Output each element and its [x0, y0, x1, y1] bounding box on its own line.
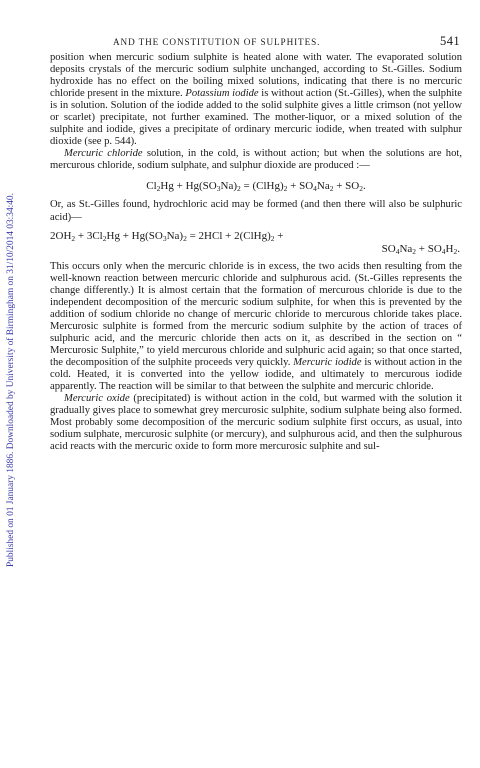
paragraph-2 [50, 148, 462, 172]
paragraph-5-text: (precipitated) is without action in the cold, but warmed with the solution it gradually gives place to somewhat grey mercurosic sulphite, sodium sulphate being also formed. Most probably some decomposition of the mercuric sodium sulphite first occurs, as usual, into sodium sulphate, mercurosic sulphite (or mercury), and sulphurous acid, and then the sulphurous acid reacts with the mercuric oxide to form more mercurosic sulphite and sul- [50, 393, 462, 453]
paragraph-2-text: solution, in the cold, is without action; but when the solutions are hot, mercurous chloride, sodium sulphate, and sulphur dioxide are produced :— [50, 148, 462, 172]
running-title: AND THE CONSTITUTION OF SULPHITES. [113, 37, 321, 47]
download-watermark [5, 60, 17, 700]
italic-mercuric-chloride: Mercuric chloride [64, 148, 143, 160]
paragraph-3: Or, as St.-Gilles found, hydrochloric acid may be formed (and then there will also be sulphuric acid)— [50, 199, 462, 223]
page-number: 541 [440, 34, 460, 48]
equation-2-line-2: $SO_4Na_2 + SO_4H_2$. [381, 242, 460, 256]
body-text [50, 52, 462, 453]
paragraph-4-text: This occurs only when the mercuric chloride is in excess, the two acids then resulting from the well-known reaction between mercuric chloride and sulphurous acid. (St.-Gilles represents the change differently.) It is almost certain that the formation of mercurous chloride is due to the independent decomposition of the mercuric sodium sulphite, for when this is prevented by the addition of sodium chloride no change of mercuric chloride to mercurous chloride takes place. Mercurosic sulphite is formed from the mercuric sodium sulphite by the action of traces of sulphuric acid, and the mercuric chloride then acts on it, as described in the section on “ Mercurosic Sulphite,” to yield mercurous chloride and sulphuric acid again; so that once started, the decomposition of the sulphite proceeds very quickly. [50, 260, 462, 368]
italic-potassium-iodide: Potassium iodide [185, 88, 259, 100]
italic-mercuric-oxide: Mercuric oxide [64, 393, 130, 405]
paragraph-5 [50, 393, 462, 453]
page-header [50, 34, 462, 52]
paragraph-4 [50, 261, 462, 394]
equation-2-line-1: $2OH_2 + 3Cl_2Hg + Hg(SO_3Na)_2 = 2HCl$ + $2(ClHg)_2$ + [50, 229, 284, 243]
paragraph-1-text-c: is without action (St.-Gilles), when the sulphite is in solution. Solution of the iodide added to the solid sulphite gives a little crimson (not yellow or scarlet) precipitate, not further examined. The mother-liquor, or a mixed solution of the sulphite and iodide, gives a precipitate of ordinary mercuric iodide, when treated with sulphur dioxide (see p. 544). [50, 88, 462, 148]
paragraph-1-text-a: position when mercuric sodium sulphite is heated alone with water. The evaporated solution deposits crystals of the mercuric sodium sulphite unchanged, according to St.-Gilles. Sodium hydroxide has no effect on the boiling mixed solutions, indicating that there is no mercuric chloride present in the mixture. [50, 52, 462, 100]
paragraph-4-text-b: is without action in the cold. Heated, it is converted into the yellow iodide, and ultimately to mercurous iodide apparently. The reaction will be similar to that between the sulphite and mercuric chloride. [50, 356, 463, 393]
equation-2 [50, 230, 462, 256]
download-watermark-text: Published on 01 January 1886. Downloaded by University of Birmingham on 31/10/2014 03:34:40. [6, 193, 16, 567]
journal-page [50, 34, 462, 453]
paragraph-1 [50, 52, 462, 148]
italic-mercuric-iodide: Mercuric iodide [293, 356, 362, 368]
equation-1: $Cl_2Hg + Hg(SO_3Na)_2$ = $(ClHg)_2 + SO_4Na_2 + SO_2$. [146, 180, 366, 194]
